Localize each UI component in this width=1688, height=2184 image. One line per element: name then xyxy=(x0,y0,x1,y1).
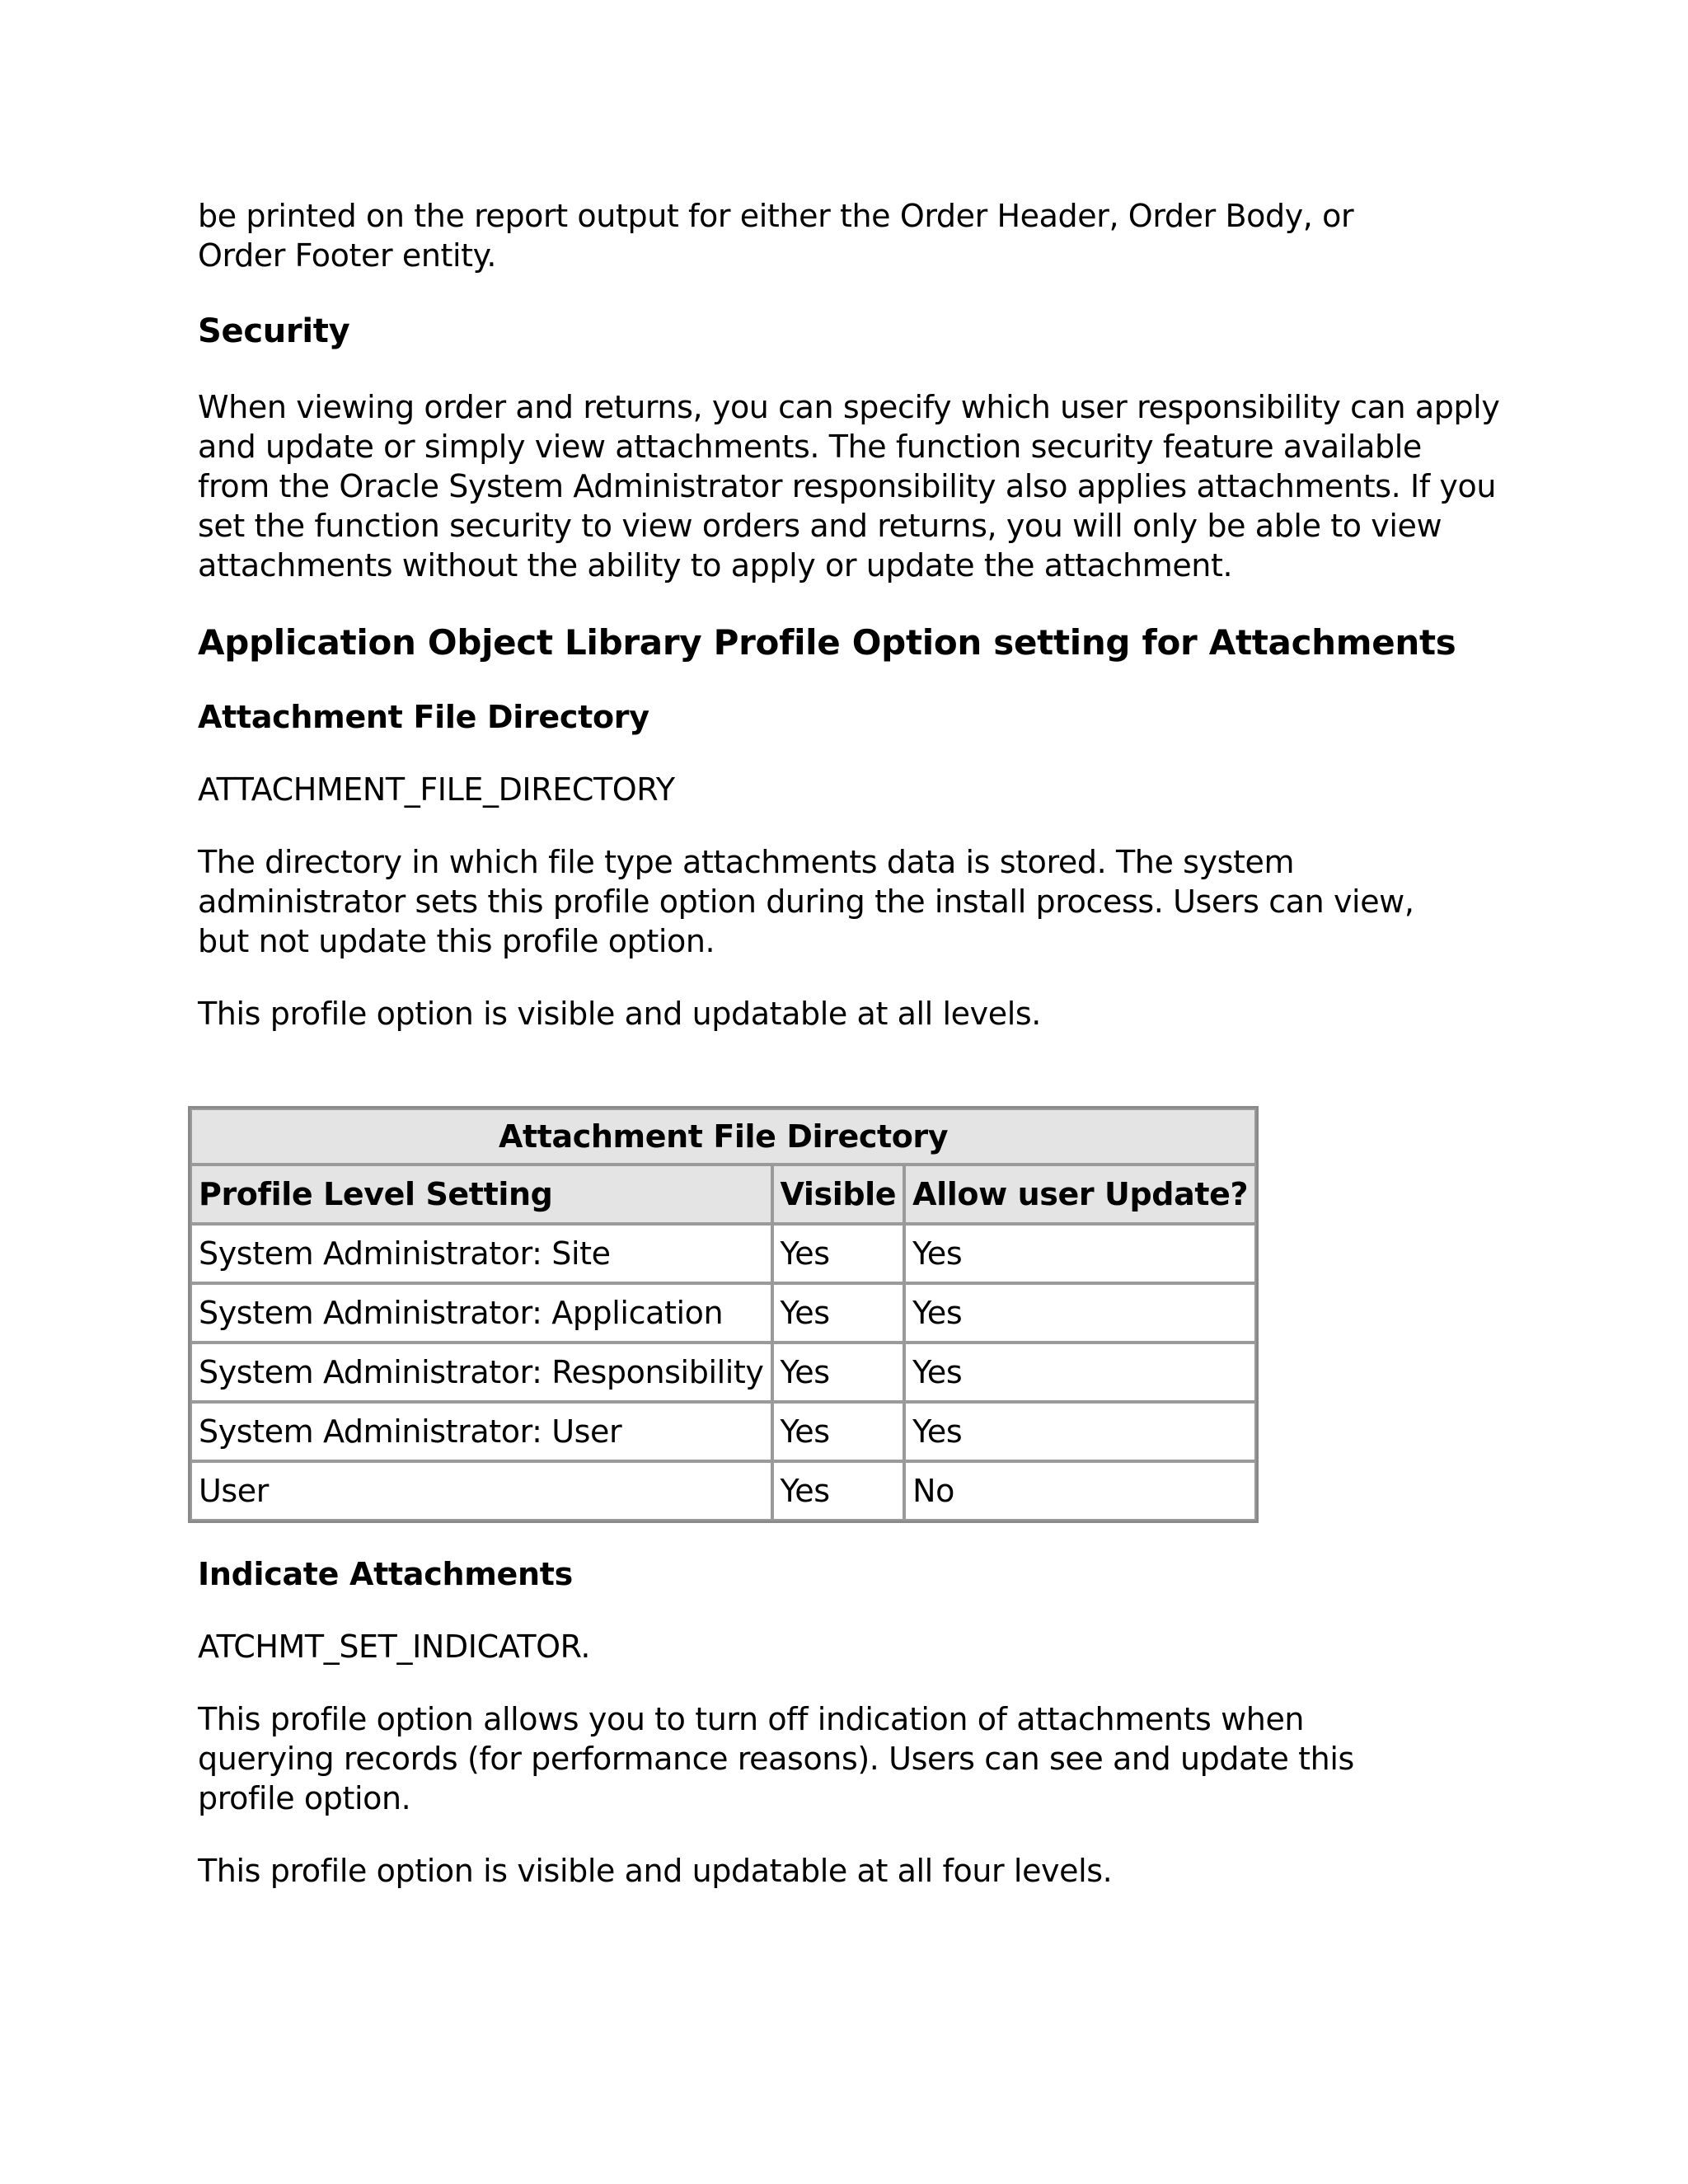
allow-update-cell: Yes xyxy=(904,1402,1256,1461)
document-page xyxy=(198,196,1500,1033)
visible-cell: Yes xyxy=(772,1461,905,1521)
profile-level-cell: System Administrator: Site xyxy=(190,1224,772,1283)
allow-update-cell: Yes xyxy=(904,1343,1256,1402)
visible-cell: Yes xyxy=(772,1283,905,1343)
column-header-profile-level: Profile Level Setting xyxy=(190,1165,772,1224)
table-caption: Attachment File Directory xyxy=(190,1108,1256,1165)
column-header-allow-update: Allow user Update? xyxy=(904,1165,1256,1224)
attachment-dir-description: The directory in which file type attachments data is stored. The system administrator sets this profile option during the install process. Users can view, but not update this profile option. xyxy=(198,844,1414,959)
profile-level-table xyxy=(188,1106,1259,1523)
security-heading: Security xyxy=(198,312,350,350)
attachment-dir-heading: Attachment File Directory xyxy=(198,699,649,735)
security-paragraph: When viewing order and returns, you can specify which user responsibility can apply and update or simply view attachments. The function security feature available from the Oracle System Administrator responsibility also applies attachments. If you set the function security to view orders and returns, you will only be able to view attachments without the ability to apply or update the attachment. xyxy=(198,389,1500,583)
table-caption-row xyxy=(190,1108,1256,1165)
profile-level-cell: System Administrator: Application xyxy=(190,1283,772,1343)
visible-cell: Yes xyxy=(772,1343,905,1402)
attachment-dir-code: ATTACHMENT_FILE_DIRECTORY xyxy=(198,771,675,808)
table-row xyxy=(190,1402,1256,1461)
intro-paragraph: be printed on the report output for either the Order Header, Order Body, or Order Footer entity. xyxy=(198,198,1354,274)
table-row xyxy=(190,1224,1256,1283)
table-row xyxy=(190,1461,1256,1521)
indicate-section xyxy=(198,1554,1500,1891)
allow-update-cell: Yes xyxy=(904,1224,1256,1283)
table-header-row xyxy=(190,1165,1256,1224)
indicate-code: ATCHMT_SET_INDICATOR. xyxy=(198,1629,591,1665)
indicate-description: This profile option allows you to turn off indication of attachments when querying records (for performance reasons). Users can see and update this profile option. xyxy=(198,1701,1354,1816)
profile-level-cell: System Administrator: Responsibility xyxy=(190,1343,772,1402)
attachment-dir-visibility-note: This profile option is visible and updatable at all levels. xyxy=(198,996,1041,1032)
visible-cell: Yes xyxy=(772,1224,905,1283)
aol-section-heading: Application Object Library Profile Option setting for Attachments xyxy=(198,622,1456,663)
indicate-visibility-note: This profile option is visible and updatable at all four levels. xyxy=(198,1853,1113,1889)
profile-level-cell: User xyxy=(190,1461,772,1521)
column-header-visible: Visible xyxy=(772,1165,905,1224)
indicate-heading: Indicate Attachments xyxy=(198,1556,573,1592)
allow-update-cell: No xyxy=(904,1461,1256,1521)
allow-update-cell: Yes xyxy=(904,1283,1256,1343)
table-row xyxy=(190,1283,1256,1343)
visible-cell: Yes xyxy=(772,1402,905,1461)
table-row xyxy=(190,1343,1256,1402)
profile-level-cell: System Administrator: User xyxy=(190,1402,772,1461)
